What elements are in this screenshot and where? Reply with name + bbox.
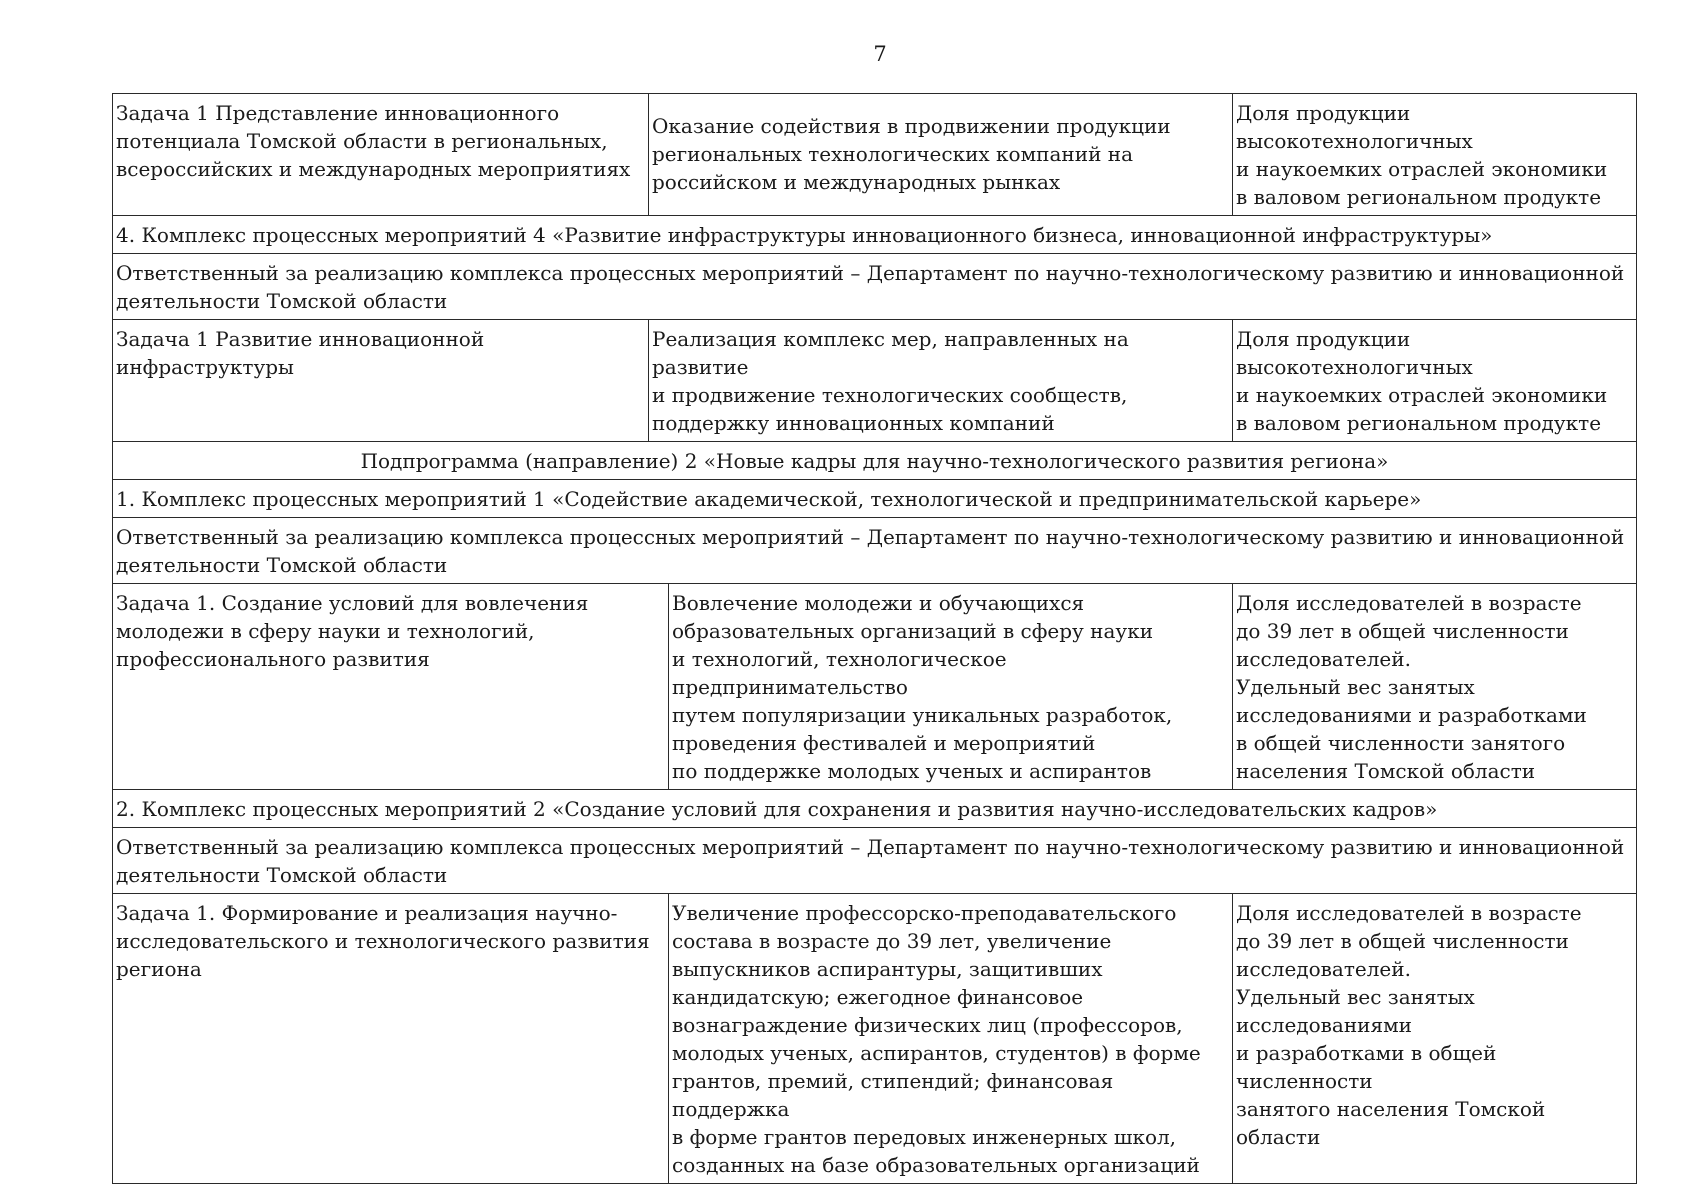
task-cell: Задача 1. Создание условий для вовлечения молодежи в сферу науки и технологий, профессионального развития (113, 584, 669, 790)
responsible-cell: Ответственный за реализацию комплекса процессных мероприятий – Департамент по научно-технологическому развитию и инновационной деятельности Томской области (113, 518, 1637, 584)
activity-cell: Реализация комплекс мер, направленных на развитие и продвижение технологических сообществ, поддержку инновационных компаний (649, 320, 1233, 442)
indicator-cell: Доля продукции высокотехнологичных и наукоемких отраслей экономики в валовом региональном продукте (1233, 320, 1637, 442)
responsible-cell: Ответственный за реализацию комплекса процессных мероприятий – Департамент по научно-технологическому развитию и инновационной деятельности Томской области (113, 828, 1637, 894)
table-row (113, 584, 1637, 790)
table-row (113, 790, 1637, 828)
indicator-cell: Доля исследователей в возрасте до 39 лет в общей численности исследователей. Удельный вес занятых исследованиями и разработками в общей численности занятого населения Томской области (1233, 584, 1637, 790)
table-row (113, 894, 1637, 1184)
complex-heading-cell: 2. Комплекс процессных мероприятий 2 «Создание условий для сохранения и развития научно-исследовательских кадров» (113, 790, 1637, 828)
task-cell: Задача 1 Представление инновационного потенциала Томской области в региональных, всероссийских и международных мероприятиях (113, 94, 649, 216)
table-row (113, 518, 1637, 584)
activity-cell: Вовлечение молодежи и обучающихся образовательных организаций в сферу науки и технологий, технологическое предпринимательство путем популяризации уникальных разработок, проведения фестивалей и мероприятий по поддержке молодых ученых и аспирантов (669, 584, 1233, 790)
program-table (112, 93, 1637, 1184)
table-row (113, 480, 1637, 518)
table-row (113, 216, 1637, 254)
indicator-cell: Доля продукции высокотехнологичных и наукоемких отраслей экономики в валовом региональном продукте (1233, 94, 1637, 216)
table-row (113, 442, 1637, 480)
task-cell: Задача 1. Формирование и реализация научно- исследовательского и технологического развития региона (113, 894, 669, 1184)
indicator-cell: Доля исследователей в возрасте до 39 лет в общей численности исследователей. Удельный вес занятых исследованиями и разработками в общей численности занятого населения Томской области (1233, 894, 1637, 1184)
subprogram-heading-cell: Подпрограмма (направление) 2 «Новые кадры для научно-технологического развития региона» (113, 442, 1637, 480)
table-row (113, 94, 1637, 216)
complex-heading-cell: 4. Комплекс процессных мероприятий 4 «Развитие инфраструктуры инновационного бизнеса, инновационной инфраструктуры» (113, 216, 1637, 254)
activity-cell: Оказание содействия в продвижении продукции региональных технологических компаний на российском и международных рынках (649, 94, 1233, 216)
table-row (113, 254, 1637, 320)
table-row (113, 320, 1637, 442)
table-row (113, 828, 1637, 894)
responsible-cell: Ответственный за реализацию комплекса процессных мероприятий – Департамент по научно-технологическому развитию и инновационной деятельности Томской области (113, 254, 1637, 320)
complex-heading-cell: 1. Комплекс процессных мероприятий 1 «Содействие академической, технологической и предпринимательской карьере» (113, 480, 1637, 518)
task-cell: Задача 1 Развитие инновационной инфраструктуры (113, 320, 649, 442)
activity-cell: Увеличение профессорско-преподавательского состава в возрасте до 39 лет, увеличение выпускников аспирантуры, защитивших кандидатскую; ежегодное финансовое вознаграждение физических лиц (профессоров, молодых ученых, аспирантов, студентов) в форме грантов, премий, стипендий; финансовая поддержка в форме грантов передовых инженерных школ, созданных на базе образовательных организаций (669, 894, 1233, 1184)
page-number: 7 (873, 42, 887, 66)
